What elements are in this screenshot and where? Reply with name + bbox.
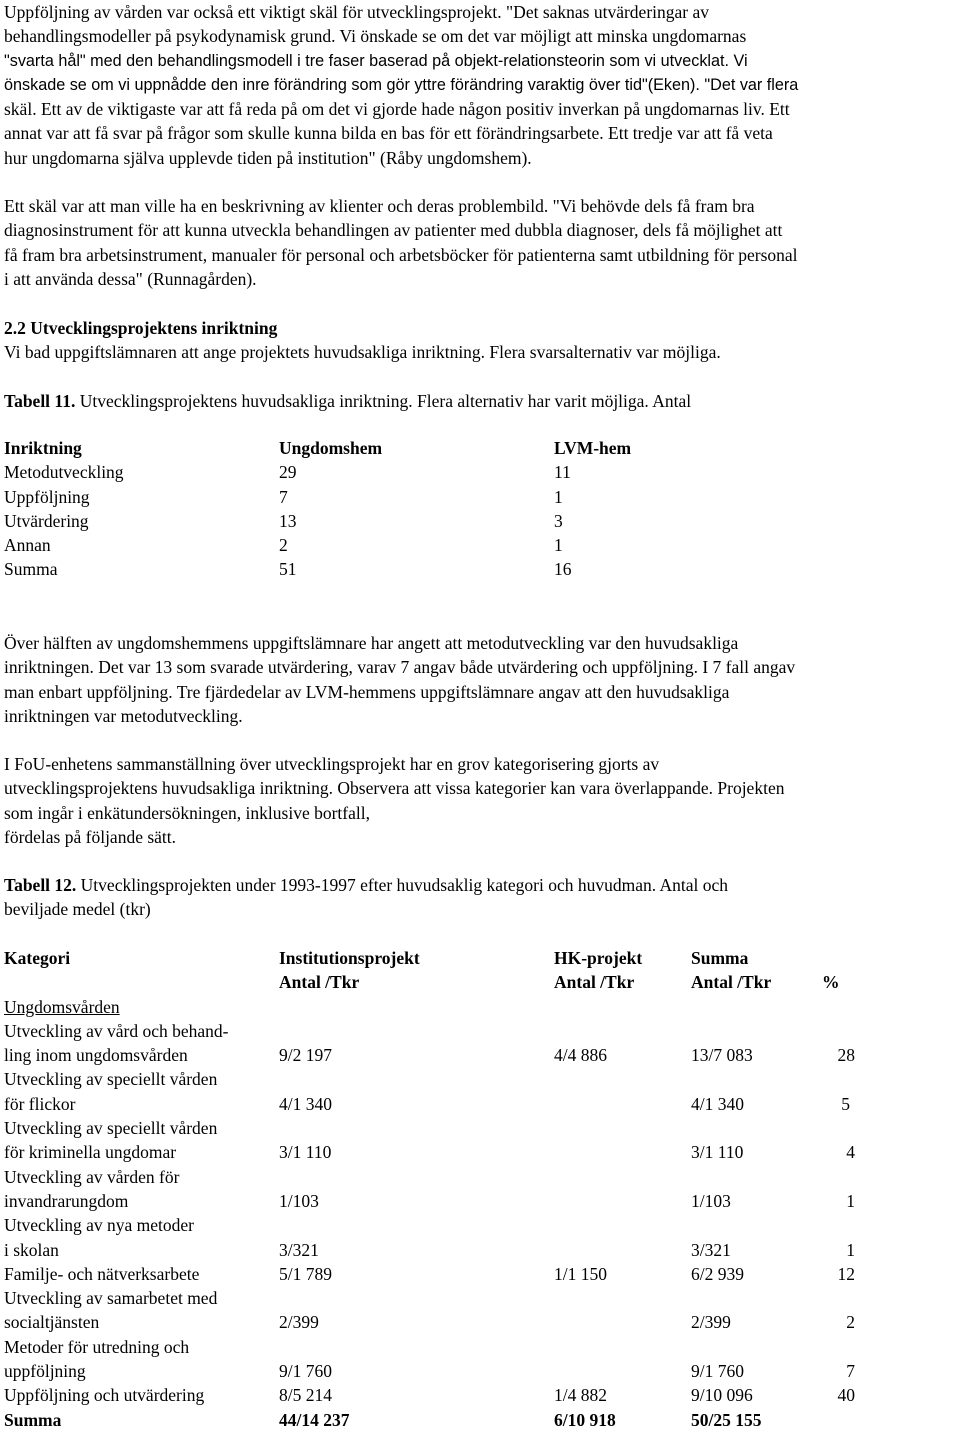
table-row bbox=[4, 1262, 904, 1286]
table-row bbox=[4, 1116, 904, 1165]
intro-paragraph bbox=[4, 0, 956, 170]
table11-caption bbox=[4, 389, 956, 413]
table12-total-cell: 44/14 237 bbox=[279, 1409, 350, 1430]
intro-line: "svarta hål" med den behandlingsmodell i tre faser baserad på objekt-relationsteorin som vi utvecklat. Vi bbox=[4, 51, 748, 70]
table11-header-cell: Inriktning bbox=[4, 438, 82, 458]
table12-cell: 5/1 789 bbox=[279, 1263, 332, 1284]
intro-line: hur ungdomarna själva upplevde tiden på institution" (Råby ungdomshem). bbox=[4, 147, 532, 168]
table12-cell: 9/2 197 bbox=[279, 1045, 332, 1066]
table12-cell: 3/1 110 bbox=[691, 1142, 744, 1163]
table11-cell: 16 bbox=[554, 559, 572, 580]
table12-cell: 1/103 bbox=[279, 1190, 319, 1211]
table12 bbox=[4, 946, 904, 1432]
table12-caption-text: Utvecklingsprojekten under 1993-1997 efter huvudsaklig kategori och huvudman. Antal och bbox=[80, 875, 729, 895]
table12-cell: 12 bbox=[837, 1263, 855, 1284]
table12-cell: 4/1 340 bbox=[691, 1093, 744, 1114]
table-row bbox=[4, 1019, 904, 1068]
table12-cell: 9/1 760 bbox=[691, 1361, 744, 1382]
section-title: Utvecklingsprojektens inriktning bbox=[30, 318, 278, 338]
table11-caption-text: Utvecklingsprojektens huvudsakliga inriktning. Flera alternativ har varit möjliga. Antal bbox=[79, 391, 692, 411]
paragraph-line: få fram bra arbetsinstrument, manualer för personal och arbetsböcker för patienterna samt utbildning för personal bbox=[4, 244, 798, 265]
table-row bbox=[4, 533, 704, 557]
table12-header-row bbox=[4, 946, 904, 970]
table11-cell: 2 bbox=[279, 535, 288, 556]
table11-cell: Annan bbox=[4, 535, 51, 556]
table12-cell: 4 bbox=[846, 1142, 855, 1163]
table12-category: Utveckling av nya metoder i skolan bbox=[4, 1215, 195, 1260]
table12-cell: 6/2 939 bbox=[691, 1263, 744, 1284]
table12-cell: 5 bbox=[841, 1093, 850, 1114]
table11-cell: 29 bbox=[279, 462, 297, 483]
table12-category: Utveckling av speciellt vården för kriminella ungdomar bbox=[4, 1118, 218, 1163]
table12-cell: 1/4 882 bbox=[554, 1385, 607, 1406]
table12-cell: 1 bbox=[846, 1239, 855, 1260]
table12-cell: 2/399 bbox=[279, 1312, 319, 1333]
table12-cell: 13/7 083 bbox=[691, 1045, 753, 1066]
table11-cell: 1 bbox=[554, 535, 563, 556]
paragraph-4 bbox=[4, 752, 956, 849]
table12-cell: 7 bbox=[846, 1361, 855, 1382]
table12-cell: 3/321 bbox=[279, 1239, 319, 1260]
table12-header-cell: Antal /Tkr bbox=[691, 972, 772, 993]
table12-group-label: Ungdomsvården bbox=[4, 996, 120, 1017]
table12-header-cell: % bbox=[822, 972, 840, 993]
table12-cell: 1 bbox=[846, 1190, 855, 1211]
table11-header-cell: Ungdomshem bbox=[279, 438, 383, 458]
section-heading-block bbox=[4, 316, 956, 365]
table12-header-cell: Antal /Tkr bbox=[279, 972, 360, 993]
table-row bbox=[4, 1383, 904, 1407]
table12-cell: 9/1 760 bbox=[279, 1361, 332, 1382]
table12-cell: 2 bbox=[846, 1312, 855, 1333]
table12-cell: 3/1 110 bbox=[279, 1142, 332, 1163]
table-row bbox=[4, 1067, 904, 1116]
table-row bbox=[4, 1286, 904, 1335]
intro-line: skäl. Ett av de viktigaste var att få reda på om det vi gjorde hade någon positiv inverkan på ungdomarnas liv. Ett bbox=[4, 99, 790, 120]
table12-header-cell: Kategori bbox=[4, 948, 71, 968]
table11-cell: 11 bbox=[554, 462, 571, 483]
table12-category: Utveckling av samarbetet med socialtjänsten bbox=[4, 1288, 218, 1333]
table12-category: Utveckling av vården för invandrarungdom bbox=[4, 1166, 180, 1211]
table11-cell: Metodutveckling bbox=[4, 462, 124, 483]
paragraph-line: man enbart uppföljning. Tre fjärdedelar av LVM-hemmens uppgiftslämnare angav att den huvudsakliga bbox=[4, 681, 730, 702]
table11-cell: 3 bbox=[554, 510, 563, 531]
table12-total-cell: 50/25 155 bbox=[691, 1409, 762, 1430]
table-row bbox=[4, 1335, 904, 1384]
table-row bbox=[4, 1213, 904, 1262]
table12-total-label: Summa bbox=[4, 1409, 62, 1430]
section-heading bbox=[4, 316, 956, 340]
table12-cell: 40 bbox=[837, 1385, 855, 1406]
table12-header-cell: HK-projekt bbox=[554, 948, 643, 968]
paragraph-3 bbox=[4, 631, 956, 728]
paragraph-line: Ett skäl var att man ville ha en beskrivning av klienter och deras problembild. "Vi behövde dels få fram bra bbox=[4, 196, 755, 216]
table12-caption-text: beviljade medel (tkr) bbox=[4, 899, 151, 920]
table12-cell: 4/1 340 bbox=[279, 1093, 332, 1114]
table12-group-row bbox=[4, 995, 904, 1019]
paragraph-line: fördelas på följande sätt. bbox=[4, 826, 177, 847]
table12-category: Familje- och nätverksarbete bbox=[4, 1263, 200, 1284]
table12-label: Tabell 12. bbox=[4, 875, 77, 895]
table12-cell: 1/103 bbox=[691, 1190, 731, 1211]
intro-line: behandlingsmodeller på psykodynamisk grund. Vi önskade se om det var möjligt att minska ungdomarnas bbox=[4, 26, 747, 47]
table12-cell: 2/399 bbox=[691, 1312, 731, 1333]
table12-cell: 8/5 214 bbox=[279, 1385, 332, 1406]
paragraph-line: I FoU-enhetens sammanställning över utvecklingsprojekt har en grov kategorisering gjorts av bbox=[4, 754, 660, 774]
table11-cell: 7 bbox=[279, 486, 288, 507]
table-row bbox=[4, 460, 704, 484]
paragraph-line: diagnosinstrument för att kunna utveckla behandlingen av patienter med dubbla diagnoser, dels få möjlighet att bbox=[4, 220, 783, 241]
table-row bbox=[4, 485, 704, 509]
table12-cell: 3/321 bbox=[691, 1239, 731, 1260]
table12-category: Metoder för utredning och uppföljning bbox=[4, 1336, 190, 1382]
table11-cell: 51 bbox=[279, 559, 297, 580]
table12-cell: 4/4 886 bbox=[554, 1045, 607, 1066]
table11-cell: 1 bbox=[554, 486, 563, 507]
table12-total-row bbox=[4, 1408, 904, 1432]
table11-label: Tabell 11. bbox=[4, 391, 76, 411]
section-text: Vi bad uppgiftslämnaren att ange projektets huvudsakliga inriktning. Flera svarsalternativ var möjliga. bbox=[4, 342, 721, 363]
table11 bbox=[4, 436, 704, 582]
table-row bbox=[4, 557, 704, 581]
table12-cell: 1/1 150 bbox=[554, 1263, 607, 1284]
table12-header-cell: Summa bbox=[691, 948, 749, 968]
table12-category: Utveckling av vård och behand- ling inom ungdomsvården bbox=[4, 1020, 229, 1066]
table12-header-cell: Antal /Tkr bbox=[554, 972, 635, 993]
paragraph-line: utvecklingsprojektens huvudsakliga inriktning. Observera att vissa kategorier kan vara överlappande. Projekten bbox=[4, 778, 785, 799]
paragraph-2 bbox=[4, 194, 956, 291]
paragraph-line: som ingår i enkätundersökningen, inklusive bortfall, bbox=[4, 802, 370, 823]
table11-cell: Uppföljning bbox=[4, 486, 90, 507]
table12-subheader-row bbox=[4, 970, 904, 994]
table11-cell: Utvärdering bbox=[4, 510, 89, 531]
table12-header-cell: Institutionsprojekt bbox=[279, 948, 420, 968]
section-number: 2.2 bbox=[4, 318, 26, 338]
paragraph-line: Över hälften av ungdomshemmens uppgiftslämnare har angett att metodutveckling var den huvudsakliga bbox=[4, 633, 739, 653]
paragraph-line: i att använda dessa" (Runnagården). bbox=[4, 268, 257, 289]
table11-header-row bbox=[4, 436, 704, 460]
table12-category: Utveckling av speciellt vården för flickor bbox=[4, 1069, 218, 1114]
intro-line: Uppföljning av vården var också ett viktigt skäl för utvecklingsprojekt. "Det saknas utvärderingar av bbox=[4, 2, 709, 22]
paragraph-line: inriktningen. Det var 13 som svarade utvärdering, varav 7 angav både utvärdering och uppföljning. I 7 fall angav bbox=[4, 657, 796, 678]
table12-cell: 28 bbox=[837, 1045, 855, 1066]
intro-line: annat var att få svar på frågor som skulle kunna bilda en bas för ett förändringsarbete. Ett tredje var att få veta bbox=[4, 123, 773, 144]
table11-cell: 13 bbox=[279, 510, 297, 531]
table-row bbox=[4, 1165, 904, 1214]
table12-cell: 9/10 096 bbox=[691, 1385, 753, 1406]
intro-line: önskade se om vi uppnådde den inre förändring som gör yttre förändring varaktig över tid"(Eken). "Det var flera bbox=[4, 75, 799, 94]
table12-caption bbox=[4, 873, 956, 922]
table-row bbox=[4, 509, 704, 533]
table11-header-cell: LVM-hem bbox=[554, 438, 632, 458]
table11-cell: Summa bbox=[4, 559, 58, 580]
table12-category: Uppföljning och utvärdering bbox=[4, 1385, 205, 1406]
table12-total-cell: 6/10 918 bbox=[554, 1409, 616, 1430]
paragraph-line: inriktningen var metodutveckling. bbox=[4, 705, 243, 726]
